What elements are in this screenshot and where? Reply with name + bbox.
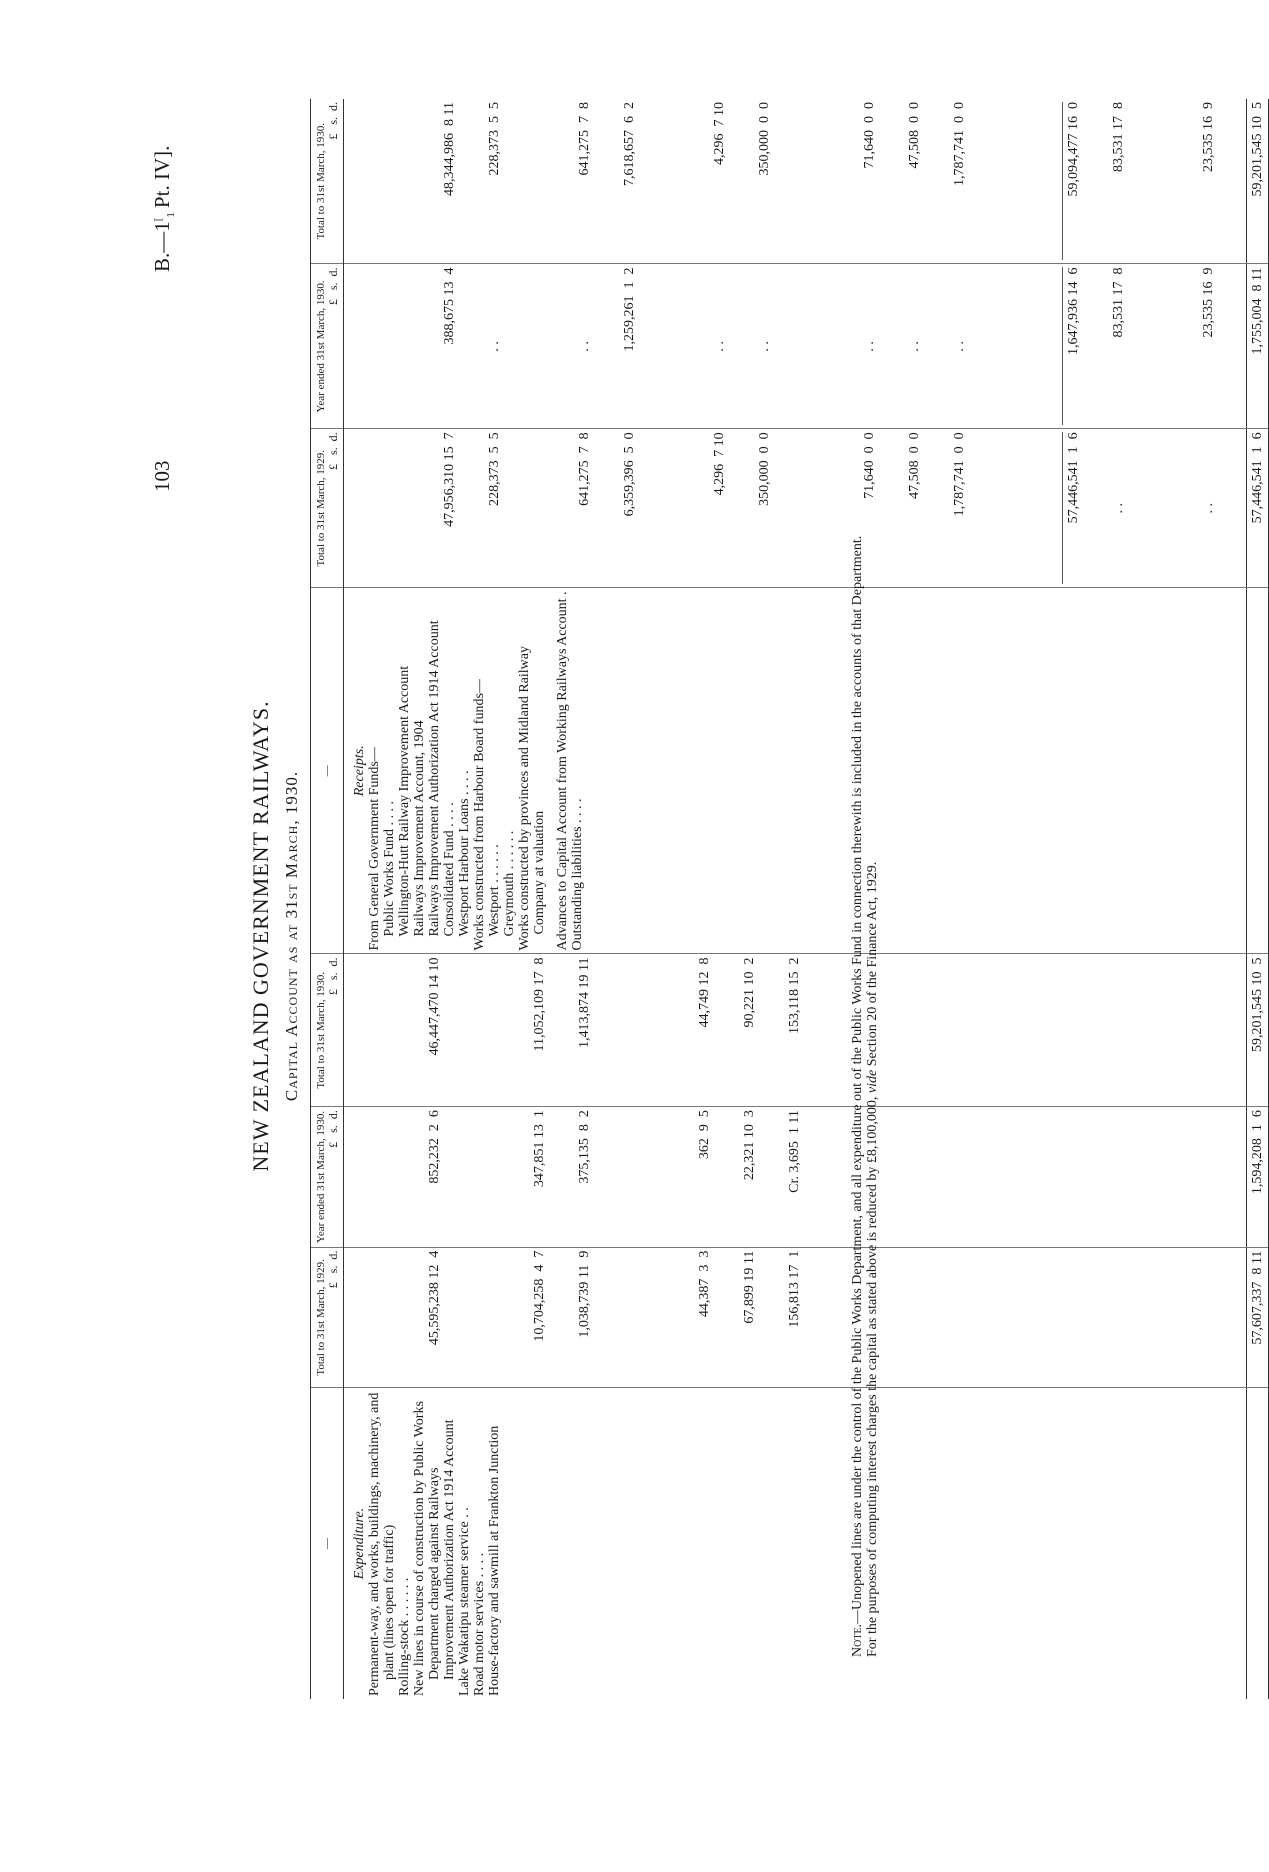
exp-label-lake-wakatipu: Lake Wakatipu steamer service . .	[457, 1507, 472, 1696]
rec-c1-outstanding: . .	[1201, 502, 1216, 514]
note-2-text-a: For the purposes of computing interest charges the capital as stated above is reduced by £8,100,000,	[865, 1096, 880, 1657]
col-header-rec-year-1930	[311, 264, 344, 429]
col-units: £ s. d.	[326, 102, 340, 140]
totals-row	[1247, 99, 1269, 1699]
exp-label-rolling-stock: Rolling-stock . . . . . .	[397, 1577, 412, 1696]
col-header-rec-total-1930	[311, 99, 344, 264]
rec-label-public-works-fund: Public Works Fund . . . .	[382, 800, 397, 937]
table-body-row	[344, 99, 1247, 1699]
rec-label-consolidated-fund: Consolidated Fund . . . .	[442, 802, 457, 937]
receipts-col-year-1930	[344, 264, 1247, 429]
rec-c3-westport-loans: 350,000 0 0	[757, 102, 772, 176]
expenditure-labels	[344, 1388, 1247, 1699]
col-header-label: Total to 31st March, 1930.	[315, 122, 327, 240]
exp-c2-new-lines: 375,135 8 2	[577, 1110, 592, 1184]
exp-c1-lake-wakatipu: 44,387 3 3	[697, 1250, 712, 1318]
rec-c3-improvement-1914: 7,618,657 6 2	[622, 102, 637, 186]
rec-c3-consolidated-fund: 4,296 7 10	[712, 102, 727, 165]
exp-label-new-lines: New lines in course of construction by Public Works Department charged against Railways Improvement Authorization Act 1914 Account	[412, 1401, 457, 1696]
expenditure-heading: Expenditure.	[352, 1507, 367, 1580]
col-units: £ s. d.	[326, 432, 340, 470]
rec-c2-consolidated-fund: . .	[712, 341, 727, 352]
rec-label-general-funds: From General Government Funds—	[367, 747, 382, 951]
rec-c3-outstanding: 23,535 16 9	[1201, 102, 1216, 172]
ref-sub: 1	[165, 212, 178, 218]
exp-c3-new-lines: 1,413,874 19 11	[577, 957, 592, 1048]
ref-part: Pt. IV].	[150, 145, 174, 209]
capital-account-table	[310, 99, 1269, 1699]
col-header-label: Year ended 31st March, 1930.	[315, 280, 327, 413]
exp-label-road-motor: Road motor services . . . .	[472, 1552, 487, 1696]
exp-c2-house-factory: Cr. 3,695 1 11	[787, 1110, 802, 1193]
rec-total-1930: 59,201,545 10 5	[1247, 99, 1269, 264]
footnote-2	[865, 119, 880, 1679]
rec-c1-westport-loans: 350,000 0 0	[757, 432, 772, 506]
col-header-exp-total-1929	[311, 1247, 344, 1387]
rec-label-improvement-1914: Railways Improvement Authorization Act 1914 Account	[427, 620, 442, 937]
exp-label-permanent-way: Permanent-way, and works, buildings, machinery, and plant (lines open for traffic)	[367, 1392, 397, 1696]
rec-c3-improvement-1904: 641,275 7 8	[577, 102, 592, 176]
rec-total-year-1930: 1,755,004 8 11	[1247, 264, 1269, 429]
col-header-label: Year ended 31st March, 1930.	[315, 1110, 327, 1243]
rec-label-greymouth: Greymouth . . . . . .	[502, 830, 517, 937]
exp-c3-road-motor: 90,221 10 2	[742, 957, 757, 1028]
ref-code: B.—1	[150, 221, 174, 272]
document-reference	[150, 146, 177, 272]
rec-c2-advances: 83,531 17 8	[1111, 267, 1126, 338]
receipts-labels	[344, 588, 1247, 954]
rec-c1-subtotal: 57,446,541 1 6	[1062, 432, 1081, 584]
rec-label-westport: Westport . . . . . .	[487, 844, 502, 937]
page-number: 103	[150, 460, 174, 492]
exp-c2-permanent-way: 852,232 2 6	[427, 1110, 442, 1184]
rec-c2-improvement-1914: 1,259,261 1 2	[622, 267, 637, 352]
exp-c2-road-motor: 22,321 10 3	[742, 1110, 757, 1181]
receipts-col-1930	[344, 99, 1247, 264]
rec-c3-subtotal: 59,094,477 16 0	[1062, 102, 1081, 260]
col-header-label: Total to 31st March, 1929.	[315, 1259, 327, 1376]
rec-c2-improvement-1904: . .	[577, 341, 592, 352]
exp-total-1930: 59,201,545 10 5	[1247, 954, 1269, 1107]
col-units: £ s. d.	[326, 957, 340, 996]
rec-c1-provinces: 1,787,741 0 0	[952, 432, 967, 517]
rec-total-1929: 57,446,541 1 6	[1247, 429, 1269, 588]
rec-c1-public-works-fund: 47,956,310 15 7	[442, 432, 457, 527]
expenditure-col-1929	[344, 1247, 1247, 1387]
exp-c1-new-lines: 1,038,739 11 9	[577, 1250, 592, 1338]
rec-c2-westport: . .	[862, 341, 877, 352]
note-label: Note.	[850, 1623, 865, 1657]
rec-c3-wellington-hutt: 228,373 5 5	[487, 102, 502, 176]
col-header-blank-right: —	[311, 588, 344, 954]
rec-c1-greymouth: 47,508 0 0	[907, 432, 922, 499]
exp-c3-house-factory: 153,118 15 2	[787, 957, 802, 1034]
rec-c2-provinces: . .	[952, 341, 967, 352]
rec-c1-advances: . .	[1111, 502, 1126, 514]
rec-c1-wellington-hutt: 228,373 5 5	[487, 432, 502, 506]
rec-c2-outstanding: 23,535 16 9	[1201, 267, 1216, 338]
ref-sup: [	[152, 217, 164, 222]
expenditure-col-1930	[344, 954, 1247, 1107]
col-units: £ s. d.	[326, 1110, 340, 1148]
rec-c2-westport-loans: . .	[757, 341, 772, 352]
expenditure-col-year-1930	[344, 1107, 1247, 1247]
rec-label-wellington-hutt: Wellington-Hutt Railway Improvement Account	[397, 665, 412, 937]
col-header-blank-left: —	[311, 1388, 344, 1699]
page-subtitle	[282, 0, 302, 1872]
exp-c1-house-factory: 156,813 17 1	[787, 1250, 802, 1328]
col-units: £ s. d.	[326, 1250, 340, 1289]
receipts-heading: Receipts.	[352, 745, 367, 797]
col-header-rec-total-1929	[311, 429, 344, 588]
rec-c3-public-works-fund: 48,344,986 8 11	[442, 102, 457, 196]
rec-c3-advances: 83,531 17 8	[1111, 102, 1126, 172]
totals-blank-right	[1247, 588, 1269, 954]
col-header-label: Total to 31st March, 1930.	[315, 972, 327, 1089]
rec-label-harbour-board: Works constructed from Harbour Board funds—	[472, 679, 487, 951]
col-header-label: Total to 31st March, 1929.	[315, 449, 327, 567]
exp-total-1929: 57,607,337 8 11	[1247, 1247, 1269, 1387]
exp-c2-lake-wakatipu: 362 9 5	[697, 1110, 712, 1160]
rec-c1-westport: 71,640 0 0	[862, 432, 877, 499]
page-title: NEW ZEALAND GOVERNMENT RAILWAYS.	[248, 700, 273, 1172]
rec-label-westport-loans: Westport Harbour Loans . . . .	[457, 770, 472, 937]
col-units: £ s. d.	[326, 267, 340, 306]
rec-label-improvement-1904: Railways Improvement Account, 1904	[412, 720, 427, 937]
subtitle-text: Capital Account as at 31st March, 1930.	[282, 770, 301, 1102]
rec-c1-improvement-1914: 6,359,396 5 0	[622, 432, 637, 517]
rec-c2-wellington-hutt: . .	[487, 341, 502, 352]
receipts-col-1929	[344, 429, 1247, 588]
totals-blank-left	[1247, 1388, 1269, 1699]
rec-c3-greymouth: 47,508 0 0	[907, 102, 922, 169]
col-header-exp-year-1930	[311, 1107, 344, 1247]
rec-c1-improvement-1904: 641,275 7 8	[577, 432, 592, 506]
exp-c1-road-motor: 67,899 19 11	[742, 1250, 757, 1324]
exp-total-year-1930: 1,594,208 1 6	[1247, 1107, 1269, 1247]
exp-c2-rolling-stock: 347,851 13 1	[532, 1110, 547, 1188]
exp-c3-permanent-way: 46,447,470 14 10	[427, 957, 442, 1056]
note-1-text: —Unopened lines are under the control of the Public Works Department, and all expenditure out of the Public Works Fund in connection therewith is included in the accounts of that Department.	[850, 535, 865, 1624]
exp-c3-rolling-stock: 11,052,109 17 8	[532, 957, 547, 1052]
rec-label-provinces: Works constructed by provinces and Midland Railway Company at valuation	[517, 646, 547, 951]
note-2-text-b: Section 20 of the Finance Act, 1929.	[865, 861, 880, 1067]
col-header-exp-total-1930	[311, 954, 344, 1107]
exp-c3-lake-wakatipu: 44,749 12 8	[697, 957, 712, 1028]
table-header-row	[311, 99, 344, 1699]
rec-c1-consolidated-fund: 4,296 7 10	[712, 432, 727, 496]
footnotes	[850, 119, 880, 1679]
footnote-1	[850, 119, 865, 1679]
note-2-vide: vide	[865, 1069, 880, 1094]
rec-c3-provinces: 1,787,741 0 0	[952, 102, 967, 186]
exp-c1-permanent-way: 45,595,238 12 4	[427, 1250, 442, 1346]
rec-label-outstanding: Outstanding liabilities . . . .	[570, 798, 585, 951]
rec-c2-greymouth: . .	[907, 341, 922, 352]
rec-c2-public-works-fund: 388,675 13 4	[442, 267, 457, 345]
rec-c3-westport: 71,640 0 0	[862, 102, 877, 169]
rec-c2-subtotal: 1,647,936 14 6	[1062, 267, 1081, 425]
exp-c1-rolling-stock: 10,704,258 4 7	[532, 1250, 547, 1342]
exp-label-house-factory: House-factory and sawmill at Frankton Junction	[487, 1425, 502, 1696]
rec-label-advances: Advances to Capital Account from Working Railways Account .	[555, 591, 570, 951]
